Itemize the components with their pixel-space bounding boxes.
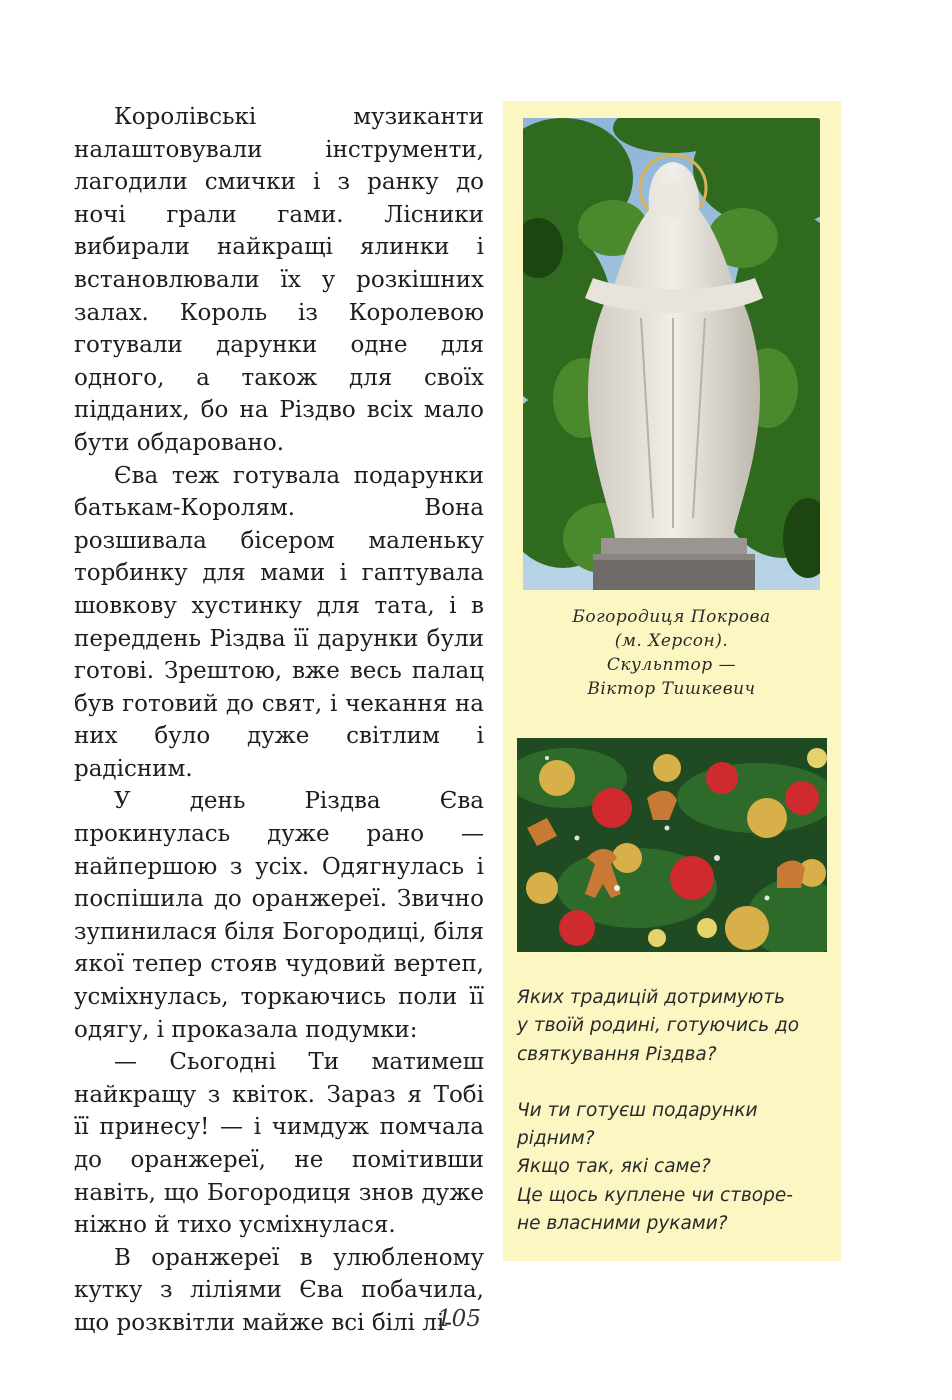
question-line: не власними руками? xyxy=(517,1213,728,1235)
main-text xyxy=(74,101,484,1340)
paragraph: Королівські музиканти налаштовували інструменти, лагодили смички і з ранку до ночі грали гами. Лісники вибирали найкращі ялинки і встановлювали їх у розкішних залах. Король із Королевою готували дарунки одне для одного, а також для своїх підданих, бо на Різдво всіх мало бути обдаровано. xyxy=(74,104,484,456)
christmas-tree-photo xyxy=(517,738,827,952)
question-line: рідним? xyxy=(517,1128,595,1150)
sidebar-panel xyxy=(503,101,841,1261)
question-line: святкування Різдва? xyxy=(517,1043,717,1065)
caption-line: Богородиця Покрова xyxy=(572,607,771,627)
caption-line: (м. Херсон). xyxy=(614,631,729,651)
question-line: Яких традицій дотримують xyxy=(517,987,785,1008)
question-line: Це щось куплене чи створе- xyxy=(517,1184,793,1206)
question-line: у твоїй родині, готуючись до xyxy=(517,1015,800,1037)
question-line: Якщо так, які саме? xyxy=(517,1156,711,1178)
caption-line: Віктор Тишкевич xyxy=(587,679,756,699)
statue-photo xyxy=(523,118,820,590)
paragraph: У день Різдва Єва прокинулась дуже рано — найпершою з усіх. Одягнулась і поспішила до оранжереї. Звично зупинилася біля Богородиці, біля якої тепер стояв чудовий вертеп, усміхнулась, торкаючись поли її одягу, і проказала подумки: xyxy=(74,788,484,1043)
page-number: 105 xyxy=(437,1306,481,1332)
discussion-questions xyxy=(517,984,837,1238)
question-line: Чи ти готуєш подарунки xyxy=(517,1099,758,1121)
paragraph: Єва теж готувала подарунки батькам-Королям. Вона розшивала бісером маленьку торбинку для мами і гаптувала шовкову хустинку для тата, і в переддень Різдва її дарунки були готові. Зрештою, вже весь палац був готовий до свят, і чекання на них було дуже світлим і радісним. xyxy=(74,462,484,782)
paragraph: — Сьогодні Ти матимеш найкращу з квіток. Зараз я Тобі її принесу! — і чимдуж помчала до оранжереї, не помітивши навіть, що Богородиця знов дуже ніжно й тихо усміхнулася. xyxy=(74,1049,484,1239)
caption-line: Скульптор — xyxy=(606,655,737,675)
photo-caption xyxy=(523,605,820,701)
paragraph: В оранжереї в улюбленому кутку з ліліями Єва побачила, що розквітли майже всі білі лі- xyxy=(74,1244,484,1336)
